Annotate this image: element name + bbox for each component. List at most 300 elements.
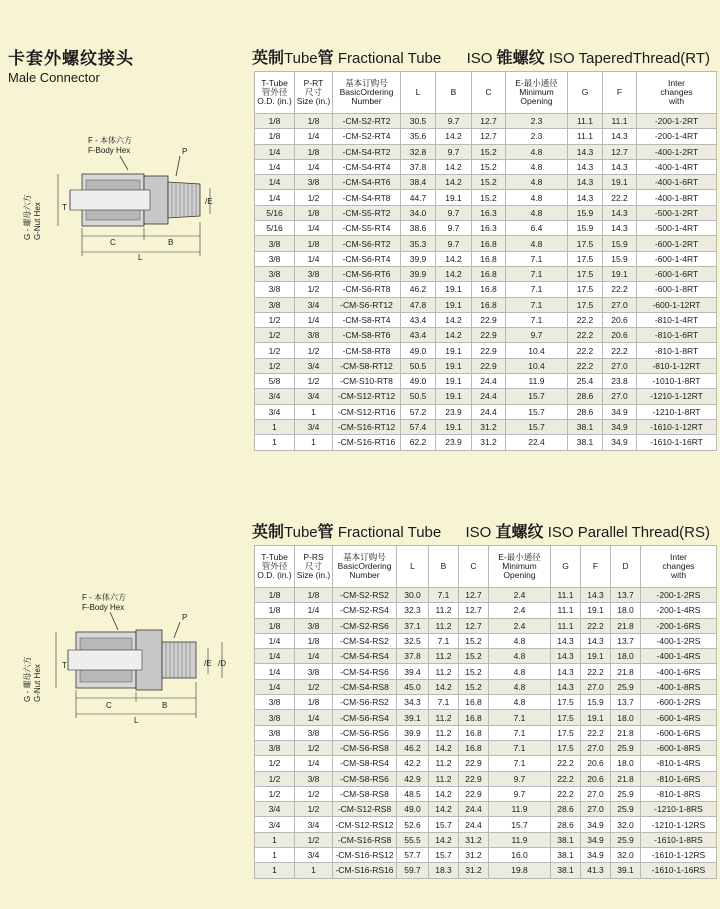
table-cell: 21.8 (611, 771, 641, 786)
table-cell: 22.4 (506, 435, 568, 450)
table-row (255, 786, 717, 801)
table-cell: 37.8 (397, 649, 429, 664)
table-cell: -810-1-4RT (637, 312, 717, 327)
table-cell: 9.7 (436, 144, 472, 159)
table-cell: -1010-1-8RT (637, 374, 717, 389)
table-cell: 15.7 (506, 389, 568, 404)
table-cell: 16.3 (472, 221, 506, 236)
table-row (255, 588, 717, 603)
table-cell: 19.8 (489, 863, 551, 878)
table-cell: 7.1 (506, 282, 568, 297)
table-cell: -CM-S12-RT12 (333, 389, 401, 404)
table-cell: 37.8 (401, 159, 436, 174)
table-cell: 11.9 (489, 802, 551, 817)
table-cell: 30.5 (401, 114, 436, 129)
table-cell: 25.9 (611, 802, 641, 817)
table-cell: 3/8 (295, 771, 333, 786)
table-cell: -600-1-2RT (637, 236, 717, 251)
table-cell: 39.9 (401, 251, 436, 266)
table-cell: -1610-1-16RS (641, 863, 717, 878)
table-cell: 57.4 (401, 419, 436, 434)
table-cell: -600-1-8RS (641, 740, 717, 755)
table-cell: 15.7 (429, 817, 459, 832)
table-cell: 34.9 (581, 817, 611, 832)
table-cell: 11.9 (506, 374, 568, 389)
table-cell: -600-1-2RS (641, 695, 717, 710)
table-cell: 38.1 (551, 848, 581, 863)
table-cell: 14.2 (436, 129, 472, 144)
table-cell: 11.1 (551, 588, 581, 603)
table-cell: -810-1-6RT (637, 328, 717, 343)
table-cell: 19.1 (436, 343, 472, 358)
table-cell: 30.0 (397, 588, 429, 603)
table-cell: 18.3 (429, 863, 459, 878)
table-cell: 49.0 (401, 343, 436, 358)
table-cell: 14.2 (429, 786, 459, 801)
table-cell: 27.0 (603, 297, 637, 312)
table-cell: 14.3 (603, 221, 637, 236)
table-cell: 47.8 (401, 297, 436, 312)
table-cell: -810-1-12RT (637, 358, 717, 373)
g-nut-hex-label-en: G-Nut Hex (33, 202, 42, 240)
table-cell: 24.4 (459, 802, 489, 817)
table-cell: 34.9 (581, 848, 611, 863)
f-body-hex-label-cn: F - 本体六方 (82, 593, 126, 602)
table-cell: 48.5 (397, 786, 429, 801)
p-label: P (182, 613, 188, 622)
table-cell: 35.6 (401, 129, 436, 144)
table-cell: 16.8 (472, 236, 506, 251)
c-label: C (106, 701, 112, 710)
f-body-hex-label-en: F-Body Hex (82, 603, 125, 612)
table-cell: 19.1 (436, 190, 472, 205)
d-label: /D (218, 659, 226, 668)
table-cell: -CM-S4-RT2 (333, 144, 401, 159)
table-cell: 15.2 (459, 664, 489, 679)
table-cell: 19.1 (436, 419, 472, 434)
table-cell: 11.2 (429, 649, 459, 664)
table-cell: 1/2 (295, 679, 333, 694)
table-cell: 18.0 (611, 649, 641, 664)
header-l: L (397, 546, 429, 588)
table-cell: 32.5 (397, 633, 429, 648)
table-cell: 39.4 (397, 664, 429, 679)
table-cell: -CM-S6-RS4 (333, 710, 397, 725)
table-cell: -400-1-2RT (637, 144, 717, 159)
section1-right-cn: 锥螺纹 (496, 50, 545, 67)
table-cell: 31.2 (472, 435, 506, 450)
table-cell: 15.7 (489, 817, 551, 832)
table-cell: 4.8 (506, 205, 568, 220)
header-c: C (472, 72, 506, 114)
table-cell: 27.0 (603, 358, 637, 373)
table-cell: 18.0 (611, 756, 641, 771)
table-cell: 15.9 (603, 236, 637, 251)
table-cell: 15.2 (472, 190, 506, 205)
table-cell: 11.1 (551, 618, 581, 633)
table-row (255, 771, 717, 786)
table-cell: -CM-S2-RS6 (333, 618, 397, 633)
table-cell: 11.2 (429, 710, 459, 725)
table-cell: 17.5 (551, 725, 581, 740)
table-cell: -CM-S2-RT4 (333, 129, 401, 144)
table-cell: 34.9 (581, 832, 611, 847)
header-d: D (611, 546, 641, 588)
table-row (255, 848, 717, 863)
table-cell: -CM-S2-RS4 (333, 603, 397, 618)
page-title (8, 44, 134, 85)
table-cell: 39.1 (397, 710, 429, 725)
table-cell: -CM-S8-RS6 (333, 771, 397, 786)
table-cell: -1610-1-16RT (637, 435, 717, 450)
table-cell: 1/4 (255, 190, 295, 205)
table-cell: 14.2 (429, 832, 459, 847)
table-cell: 45.0 (397, 679, 429, 694)
section2-left-cn: 英制 (252, 524, 285, 541)
table-cell: 14.3 (551, 633, 581, 648)
table-cell: 3/8 (255, 695, 295, 710)
table-cell: 3/4 (295, 297, 333, 312)
table-cell: 3/8 (255, 740, 295, 755)
table-cell: 6.4 (506, 221, 568, 236)
table-cell: 46.2 (401, 282, 436, 297)
table-row (255, 832, 717, 847)
table-cell: 3/8 (255, 725, 295, 740)
spec-table-rs (254, 545, 717, 879)
table-cell: 12.7 (459, 588, 489, 603)
table-cell: 16.8 (459, 725, 489, 740)
table-cell: 15.7 (506, 419, 568, 434)
table-cell: -400-1-8RT (637, 190, 717, 205)
spec-table-rt (254, 71, 717, 451)
table-cell: 22.2 (551, 756, 581, 771)
table-cell: 11.2 (429, 618, 459, 633)
table-cell: 4.8 (506, 236, 568, 251)
table-cell: -CM-S4-RS2 (333, 633, 397, 648)
table-cell: 10.4 (506, 343, 568, 358)
table-cell: 31.2 (472, 419, 506, 434)
c-label: C (110, 238, 116, 247)
table-cell: 1 (255, 419, 295, 434)
table-cell: 3/8 (255, 710, 295, 725)
section2-left-en: Fractional Tube (337, 524, 442, 541)
table-cell: -CM-S4-RT8 (333, 190, 401, 205)
table-row (255, 817, 717, 832)
table-cell: 4.8 (489, 633, 551, 648)
table-cell: 42.2 (397, 756, 429, 771)
table-cell: -CM-S8-RT8 (333, 343, 401, 358)
table-cell: 22.9 (472, 328, 506, 343)
table-row (255, 740, 717, 755)
header-l: L (401, 72, 436, 114)
table-cell: 15.9 (581, 695, 611, 710)
table-cell: 1/4 (255, 664, 295, 679)
table-cell: 16.8 (459, 740, 489, 755)
table-row (255, 282, 717, 297)
table-cell: 22.2 (568, 312, 603, 327)
table-cell: 38.1 (568, 435, 603, 450)
table-cell: 49.0 (401, 374, 436, 389)
table-cell: 38.1 (568, 419, 603, 434)
table-cell: 32.3 (397, 603, 429, 618)
table-cell: -600-1-12RT (637, 297, 717, 312)
table-cell: 15.2 (472, 159, 506, 174)
table-cell: 14.2 (436, 312, 472, 327)
table-cell: 17.5 (568, 282, 603, 297)
table-cell: 1/4 (295, 756, 333, 771)
table-cell: 1/4 (255, 679, 295, 694)
header-ordering-number: 基本订购号 BasicOrdering Number (333, 72, 401, 114)
table-cell: 4.8 (489, 679, 551, 694)
table-cell: 31.2 (459, 863, 489, 878)
table-row (255, 236, 717, 251)
section2-heading (252, 519, 714, 541)
table-cell: 15.2 (459, 633, 489, 648)
table-row (255, 221, 717, 236)
section2-left-cn2: 管 (317, 524, 334, 541)
table-cell: 5/16 (255, 205, 295, 220)
table-cell: 22.9 (472, 312, 506, 327)
table-cell: 14.3 (568, 159, 603, 174)
table-row (255, 435, 717, 450)
table-cell: 39.9 (401, 266, 436, 281)
table-cell: 22.2 (568, 358, 603, 373)
table-cell: 3/8 (295, 664, 333, 679)
table-cell: 1/4 (295, 603, 333, 618)
table-cell: -CM-S16-RT16 (333, 435, 401, 450)
table-row (255, 710, 717, 725)
header-interchanges: Inter changes with (637, 72, 717, 114)
section2-iso: ISO (465, 524, 492, 541)
table-cell: 2.4 (489, 618, 551, 633)
table-cell: -200-1-4RS (641, 603, 717, 618)
section2-left-mid: Tube (284, 524, 318, 541)
table-cell: 57.7 (397, 848, 429, 863)
table-cell: 22.9 (459, 771, 489, 786)
table-cell: 2.3 (506, 114, 568, 129)
table-cell: 3/8 (255, 266, 295, 281)
table-cell: 1/2 (255, 756, 295, 771)
table-cell: 15.2 (459, 679, 489, 694)
table-cell: 11.2 (429, 756, 459, 771)
header-min-opening: E-最小通径 Minimum Opening (489, 546, 551, 588)
table-cell: 3/4 (295, 817, 333, 832)
table-cell: 23.9 (436, 435, 472, 450)
table-cell: 9.7 (436, 236, 472, 251)
table-row (255, 312, 717, 327)
table-cell: 1/8 (255, 603, 295, 618)
table-row (255, 144, 717, 159)
table-cell: 22.2 (551, 771, 581, 786)
table-cell: 14.2 (436, 251, 472, 266)
table-row (255, 419, 717, 434)
l-label: L (134, 716, 139, 725)
table-row (255, 679, 717, 694)
table-cell: 3/8 (295, 725, 333, 740)
table-cell: -CM-S8-RT6 (333, 328, 401, 343)
table-cell: 19.1 (581, 649, 611, 664)
table-cell: 31.2 (459, 848, 489, 863)
table-cell: -1210-1-12RT (637, 389, 717, 404)
table-cell: 14.2 (429, 740, 459, 755)
b-label: B (162, 701, 168, 710)
table-cell: 41.3 (581, 863, 611, 878)
table-cell: 19.1 (436, 297, 472, 312)
table-cell: 11.1 (603, 114, 637, 129)
table-cell: 15.9 (603, 251, 637, 266)
table-cell: 17.5 (568, 297, 603, 312)
table-cell: 42.9 (397, 771, 429, 786)
table-cell: 20.6 (603, 328, 637, 343)
table-row (255, 190, 717, 205)
table-cell: 52.6 (397, 817, 429, 832)
table-cell: 1/4 (255, 144, 295, 159)
table-cell: 2.4 (489, 603, 551, 618)
table-cell: 14.2 (429, 679, 459, 694)
table-cell: 12.7 (472, 129, 506, 144)
table-cell: 38.6 (401, 221, 436, 236)
table-row (255, 297, 717, 312)
table-cell: -CM-S4-RT4 (333, 159, 401, 174)
table-cell: 15.2 (472, 175, 506, 190)
table-cell: -CM-S8-RT12 (333, 358, 401, 373)
table-cell: 11.2 (429, 664, 459, 679)
table-cell: 1/2 (295, 786, 333, 801)
table-cell: 39.9 (397, 725, 429, 740)
header-interchanges: Inter changes with (641, 546, 717, 588)
table-cell: -CM-S4-RT6 (333, 175, 401, 190)
header-g: G (551, 546, 581, 588)
table-cell: -1610-1-12RT (637, 419, 717, 434)
table-cell: -CM-S4-RS8 (333, 679, 397, 694)
table-cell: 1/8 (295, 205, 333, 220)
table-cell: 12.7 (459, 603, 489, 618)
table-cell: 38.1 (551, 832, 581, 847)
table-cell: -600-1-6RS (641, 725, 717, 740)
table-cell: -CM-S8-RS8 (333, 786, 397, 801)
table-cell: 7.1 (489, 725, 551, 740)
table-cell: 3/4 (255, 817, 295, 832)
table-cell: 17.5 (551, 695, 581, 710)
thread-shape (162, 642, 196, 678)
table-cell: 22.2 (581, 618, 611, 633)
table-cell: 17.5 (568, 251, 603, 266)
table-cell: 3/8 (295, 175, 333, 190)
table-cell: -200-1-4RT (637, 129, 717, 144)
header-f: F (603, 72, 637, 114)
table-cell: 12.7 (472, 114, 506, 129)
table-cell: 1/4 (295, 710, 333, 725)
table-cell: 7.1 (506, 251, 568, 266)
table-cell: 14.3 (581, 633, 611, 648)
table-cell: 27.0 (603, 389, 637, 404)
table-cell: 28.6 (568, 404, 603, 419)
table-cell: 38.4 (401, 175, 436, 190)
table-row (255, 205, 717, 220)
table-cell: -200-1-2RT (637, 114, 717, 129)
table-cell: 34.0 (401, 205, 436, 220)
table-cell: 4.8 (506, 190, 568, 205)
table-cell: 16.0 (489, 848, 551, 863)
table-row (255, 404, 717, 419)
table-cell: 7.1 (429, 695, 459, 710)
section1-right-en: ISO TaperedThread(RT) (548, 50, 710, 67)
table-cell: 15.9 (568, 221, 603, 236)
table-row (255, 389, 717, 404)
table-cell: -400-1-6RT (637, 175, 717, 190)
section2-right-cn: 直螺纹 (495, 524, 544, 541)
table-cell: 7.1 (429, 588, 459, 603)
table-cell: 1/4 (295, 312, 333, 327)
table-cell: 1 (295, 863, 333, 878)
table-row (255, 618, 717, 633)
table-cell: -810-1-6RS (641, 771, 717, 786)
table-cell: 34.9 (603, 419, 637, 434)
table-cell: 15.2 (472, 144, 506, 159)
header-g: G (568, 72, 603, 114)
section2-right-heading (466, 519, 711, 542)
table-cell: -810-1-8RT (637, 343, 717, 358)
table-cell: 28.6 (551, 817, 581, 832)
table-cell: 2.4 (489, 588, 551, 603)
table-cell: 22.9 (472, 343, 506, 358)
table-cell: 1/2 (295, 343, 333, 358)
table-cell: -600-1-4RS (641, 710, 717, 725)
t-label: T (62, 203, 67, 212)
table-row (255, 175, 717, 190)
title-cn: 卡套外螺纹接头 (8, 49, 134, 68)
table-row (255, 633, 717, 648)
table-cell: 25.9 (611, 832, 641, 847)
table-cell: 1 (295, 435, 333, 450)
t-label: T (62, 661, 67, 670)
table-cell: -400-1-4RT (637, 159, 717, 174)
table-cell: 1 (255, 848, 295, 863)
section1-right-heading (467, 45, 710, 68)
table-cell: -200-1-6RS (641, 618, 717, 633)
table-cell: -CM-S16-RS16 (333, 863, 397, 878)
table-cell: -CM-S6-RS6 (333, 725, 397, 740)
table-cell: 3/4 (255, 404, 295, 419)
header-tube-od: T-Tube 管外径 O.D. (in.) (255, 72, 295, 114)
table-cell: 19.1 (436, 282, 472, 297)
table-cell: -CM-S10-RT8 (333, 374, 401, 389)
table-cell: -CM-S16-RT12 (333, 419, 401, 434)
table-cell: 1/4 (295, 129, 333, 144)
table-cell: 50.5 (401, 358, 436, 373)
table-cell: 4.8 (506, 159, 568, 174)
header-b: B (436, 72, 472, 114)
table-cell: -CM-S12-RT16 (333, 404, 401, 419)
table-cell: 25.9 (611, 679, 641, 694)
table-cell: 3/4 (255, 802, 295, 817)
table-cell: -CM-S2-RT2 (333, 114, 401, 129)
table-cell: 1/2 (295, 374, 333, 389)
table-cell: 34.3 (397, 695, 429, 710)
table-cell: 1/8 (295, 633, 333, 648)
table-cell: 32.0 (611, 848, 641, 863)
table-cell: 19.1 (436, 389, 472, 404)
table-cell: 19.1 (436, 358, 472, 373)
header-tube-od: T-Tube 管外径 O.D. (in.) (255, 546, 295, 588)
table-cell: 55.5 (397, 832, 429, 847)
table-cell: 22.9 (459, 756, 489, 771)
table-cell: 14.2 (429, 802, 459, 817)
b-label: B (168, 238, 174, 247)
table-cell: 13.7 (611, 633, 641, 648)
table-cell: -CM-S4-RS6 (333, 664, 397, 679)
f-body-hex-label-cn: F - 本体六方 (88, 136, 132, 145)
